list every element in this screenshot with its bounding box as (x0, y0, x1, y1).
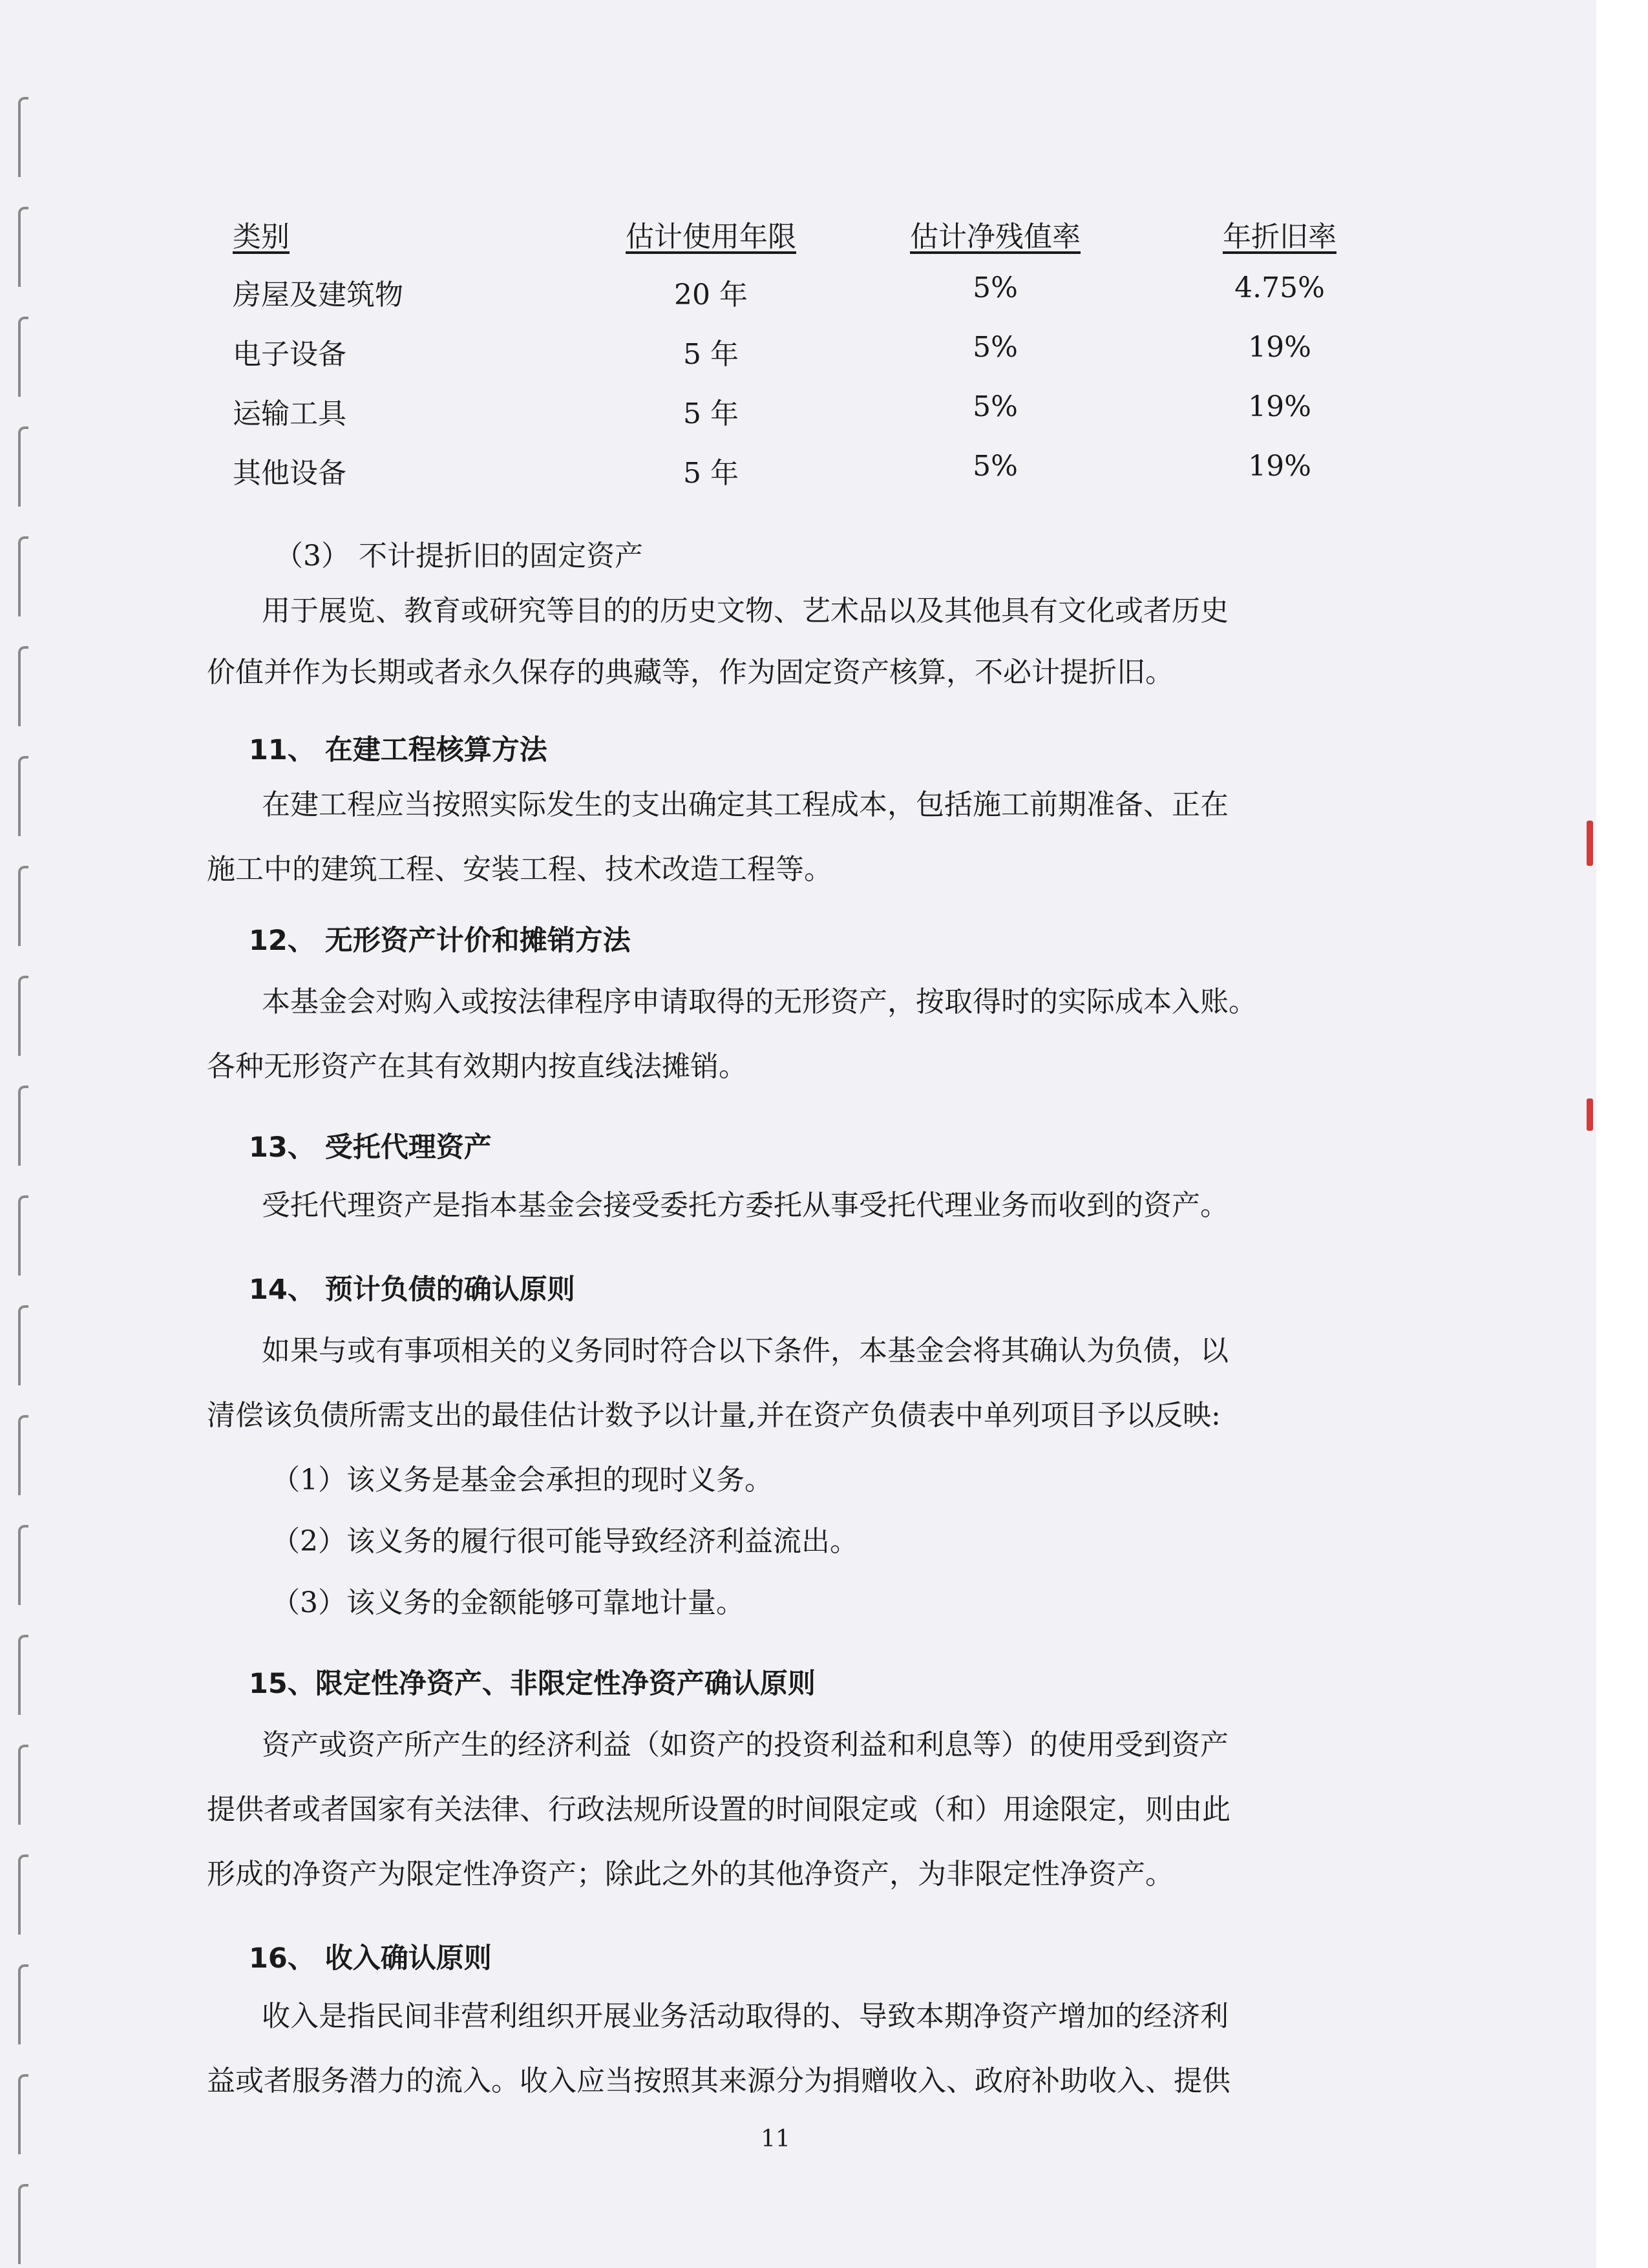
cell: 5 年 (683, 338, 739, 371)
heading-11: 11、 在建工程核算方法 (249, 734, 547, 766)
paragraph: 价值并作为长期或者永久保存的典藏等，作为固定资产核算，不必计提折旧。 (207, 656, 1174, 689)
paragraph: 收入是指民间非营利组织开展业务活动取得的、导致本期净资产增加的经济利 (262, 2000, 1229, 2033)
cell: 19% (1248, 450, 1311, 483)
header-depreciation-rate: 年折旧率 (1223, 220, 1336, 253)
paragraph: 资产或资产所产生的经济利益（如资产的投资利益和利息等）的使用受到资产 (262, 1728, 1229, 1761)
heading-15: 15、限定性净资产、非限定性净资产确认原则 (249, 1668, 816, 1700)
cell: 运输工具 (233, 397, 346, 430)
paragraph: 清偿该负债所需支出的最佳估计数予以计量,并在资产负债表中单列项目予以反映: (207, 1399, 1221, 1432)
cell: 5% (973, 450, 1018, 483)
cell: 5% (973, 390, 1018, 423)
cell: 4.75% (1234, 271, 1325, 304)
cell: 20 年 (674, 278, 748, 311)
cell: 5 年 (683, 397, 739, 430)
cell: 19% (1248, 331, 1311, 364)
page-number: 11 (761, 2126, 790, 2152)
cell: 电子设备 (233, 338, 346, 371)
table-row (233, 331, 1331, 383)
paragraph: 各种无形资产在其有效期内按直线法摊销。 (207, 1050, 747, 1083)
list-item: （3）该义务的金额能够可靠地计量。 (271, 1586, 745, 1619)
header-residual-rate: 估计净残值率 (910, 220, 1081, 253)
paragraph: 在建工程应当按照实际发生的支出确定其工程成本，包括施工前期准备、正在 (262, 788, 1229, 821)
paragraph: 形成的净资产为限定性净资产；除此之外的其他净资产，为非限定性净资产。 (207, 1858, 1174, 1891)
cell: 5% (973, 331, 1018, 364)
cell: 19% (1248, 390, 1311, 423)
paragraph: 用于展览、教育或研究等目的的历史文物、艺术品以及其他具有文化或者历史 (262, 594, 1229, 627)
cell: 房屋及建筑物 (233, 278, 403, 311)
heading-14: 14、 预计负债的确认原则 (249, 1274, 575, 1306)
table-header-row (233, 213, 1336, 265)
heading-12: 12、 无形资产计价和摊销方法 (249, 925, 631, 957)
paragraph: 施工中的建筑工程、安装工程、技术改造工程等。 (207, 853, 832, 886)
heading-13: 13、 受托代理资产 (249, 1131, 492, 1164)
list-item: （2）该义务的履行很可能导致经济利益流出。 (271, 1525, 858, 1558)
cell: 5 年 (683, 457, 739, 490)
cell: 5% (973, 271, 1018, 304)
paragraph: 提供者或者国家有关法律、行政法规所设置的时间限定或（和）用途限定，则由此 (207, 1793, 1231, 1826)
paragraph: 本基金会对购入或按法律程序申请取得的无形资产，按取得时的实际成本入账。 (262, 985, 1257, 1018)
header-category: 类别 (233, 220, 290, 253)
binding-holes (0, 0, 39, 2268)
header-useful-life: 估计使用年限 (626, 220, 796, 253)
paragraph: 受托代理资产是指本基金会接受委托方委托从事受托代理业务而收到的资产。 (262, 1189, 1229, 1222)
heading-16: 16、 收入确认原则 (249, 1942, 492, 1975)
paragraph: 益或者服务潜力的流入。收入应当按照其来源分为捐赠收入、政府补助收入、提供 (207, 2064, 1231, 2097)
table-row (233, 271, 1331, 323)
section3-title: （3） 不计提折旧的固定资产 (275, 540, 643, 572)
paragraph: 如果与或有事项相关的义务同时符合以下条件，本基金会将其确认为负债，以 (262, 1334, 1229, 1367)
seal-fragment (1587, 821, 1593, 866)
list-item: （1）该义务是基金会承担的现时义务。 (271, 1464, 773, 1496)
table-row (233, 450, 1331, 501)
table-row (233, 390, 1331, 442)
seal-fragment (1587, 1098, 1593, 1131)
cell: 其他设备 (233, 457, 346, 490)
scan-edge (1596, 0, 1648, 2268)
